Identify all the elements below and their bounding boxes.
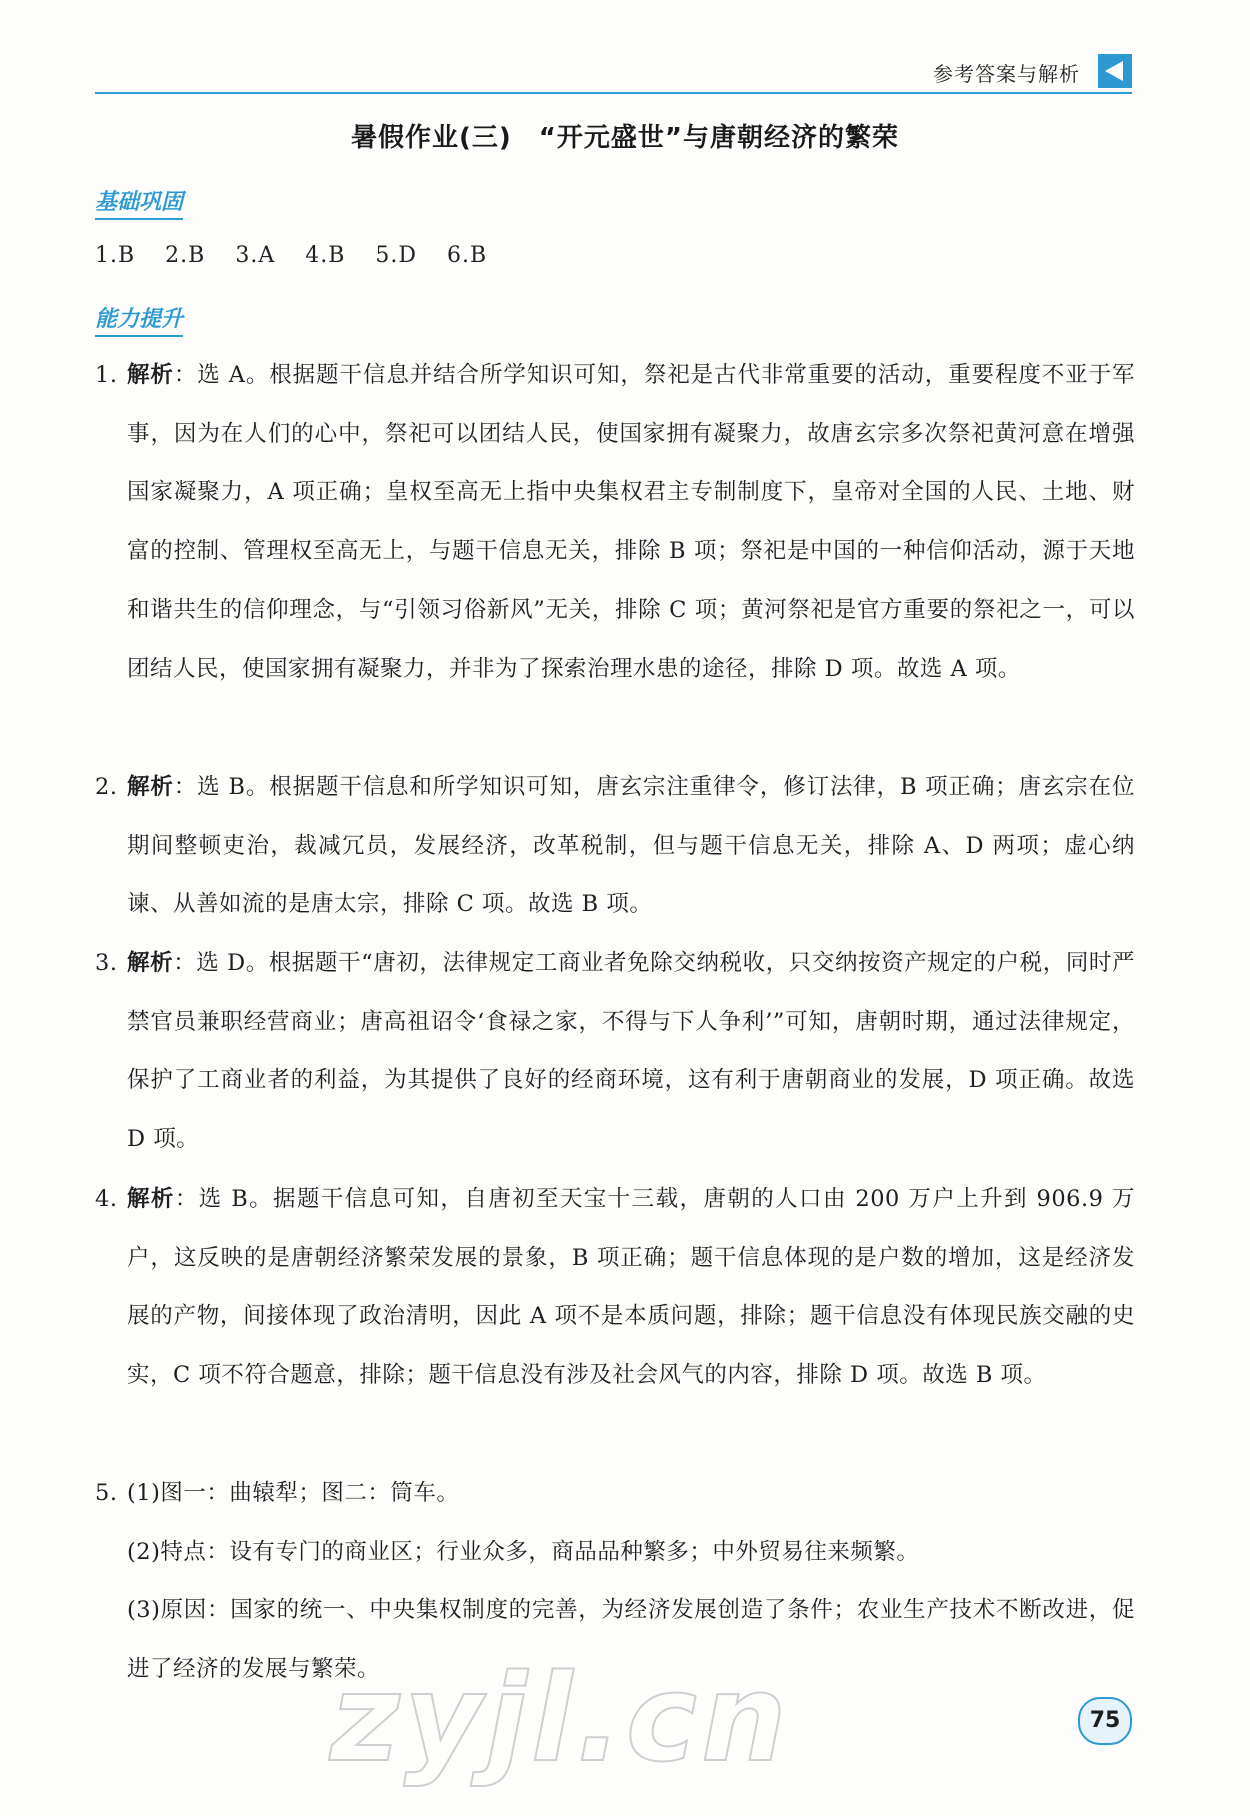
explanation-keyword: 解析 — [127, 950, 174, 976]
explanation-text: ：选 B。据题干信息可知，自唐初至天宝十三载，唐朝的人口由 200 万户上升到 906.9 万户，这反映的是唐朝经济繁荣发展的景象，B 项正确；题干信息体现的是户数的增加，这是经济发展的产物，间接体现了政治清明，因此 A 项不是本质问题，排除；题干信息没有体现民族交融的史实，C 项不符合题意，排除；题干信息没有涉及社会风气的内容，排除 D 项。故选 B 项。 — [127, 1186, 1135, 1389]
explanation-keyword: 解析 — [127, 362, 174, 388]
question-explanation — [95, 758, 1135, 934]
answer-line: (1)图一：曲辕犁；图二：筒车。 — [127, 1480, 460, 1506]
question-number: 4. — [95, 1186, 118, 1212]
explanation-text: ：选 D。根据题干“唐初，法律规定工商业者免除交纳税收，只交纳按资产规定的户税，同时严禁官员兼职经营商业；唐高祖诏令‘食禄之家，不得与下人争利’”可知，唐朝时期，通过法律规定，保护了工商业者的利益，为其提供了良好的经商环境，这有利于唐朝商业的发展，D 项正确。故选 D 项。 — [127, 950, 1135, 1153]
explanation-text: ：选 B。根据题干信息和所学知识可知，唐玄宗注重律令，修订法律，B 项正确；唐玄宗在位期间整顿吏治，裁减冗员，发展经济，改革税制，但与题干信息无关，排除 A、D 两项；虚心纳谏、从善如流的是唐太宗，排除 C 项。故选 B 项。 — [127, 774, 1135, 918]
answer-line: (3)原因：国家的统一、中央集权制度的完善，为经济发展创造了条件；农业生产技术不断改进，促进了经济的发展与繁荣。 — [127, 1597, 1135, 1683]
question-explanation — [95, 346, 1135, 698]
question-explanation — [95, 1170, 1135, 1405]
header-label: 参考答案与解析 — [933, 62, 1080, 86]
page-header — [95, 50, 1132, 94]
section-heading-advanced: 能力提升 — [95, 302, 183, 337]
explanation-text: ：选 A。根据题干信息并结合所学知识可知，祭祀是古代非常重要的活动，重要程度不亚于军事，因为在人们的心中，祭祀可以团结人民，使国家拥有凝聚力，故唐玄宗多次祭祀黄河意在增强国家凝聚力，A 项正确；皇权至高无上指中央集权君主专制制度下，皇帝对全国的人民、土地、财富的控制、管理权至高无上，与题干信息无关，排除 B 项；祭祀是中国的一种信仰活动，源于天地和谐共生的信仰理念，与“引领习俗新风”无关，排除 C 项；黄河祭祀是官方重要的祭祀之一，可以团结人民，使国家拥有凝聚力，并非为了探索治理水患的途径，排除 D 项。故选 A 项。 — [127, 362, 1135, 682]
watermark: zyjl.cn — [330, 1650, 791, 1789]
explanation-keyword: 解析 — [127, 1186, 175, 1212]
triangle-left-icon — [1098, 54, 1132, 88]
page-title: 暑假作业(三) “开元盛世”与唐朝经济的繁荣 — [351, 123, 899, 153]
page-number: 75 — [1078, 1697, 1132, 1745]
question-number: 3. — [95, 950, 118, 976]
header-divider — [95, 92, 1132, 94]
explanation-keyword: 解析 — [127, 774, 174, 800]
answer-line: (2)特点：设有专门的商业区；行业众多，商品品种繁多；中外贸易往来频繁。 — [127, 1538, 920, 1565]
answer-item: 5.D — [375, 243, 418, 268]
question-explanation — [95, 934, 1135, 1169]
answer-item: 3.A — [235, 243, 276, 268]
question-number: 5. — [95, 1480, 118, 1506]
answer-item: 4.B — [305, 243, 346, 268]
answer-item: 6.B — [447, 243, 488, 268]
question-number: 1. — [95, 362, 118, 388]
answer-item: 2.B — [165, 243, 206, 268]
question-number: 2. — [95, 774, 118, 800]
answer-list — [95, 243, 509, 268]
section-heading-basic: 基础巩固 — [95, 185, 183, 220]
answer-item: 1.B — [95, 243, 136, 268]
